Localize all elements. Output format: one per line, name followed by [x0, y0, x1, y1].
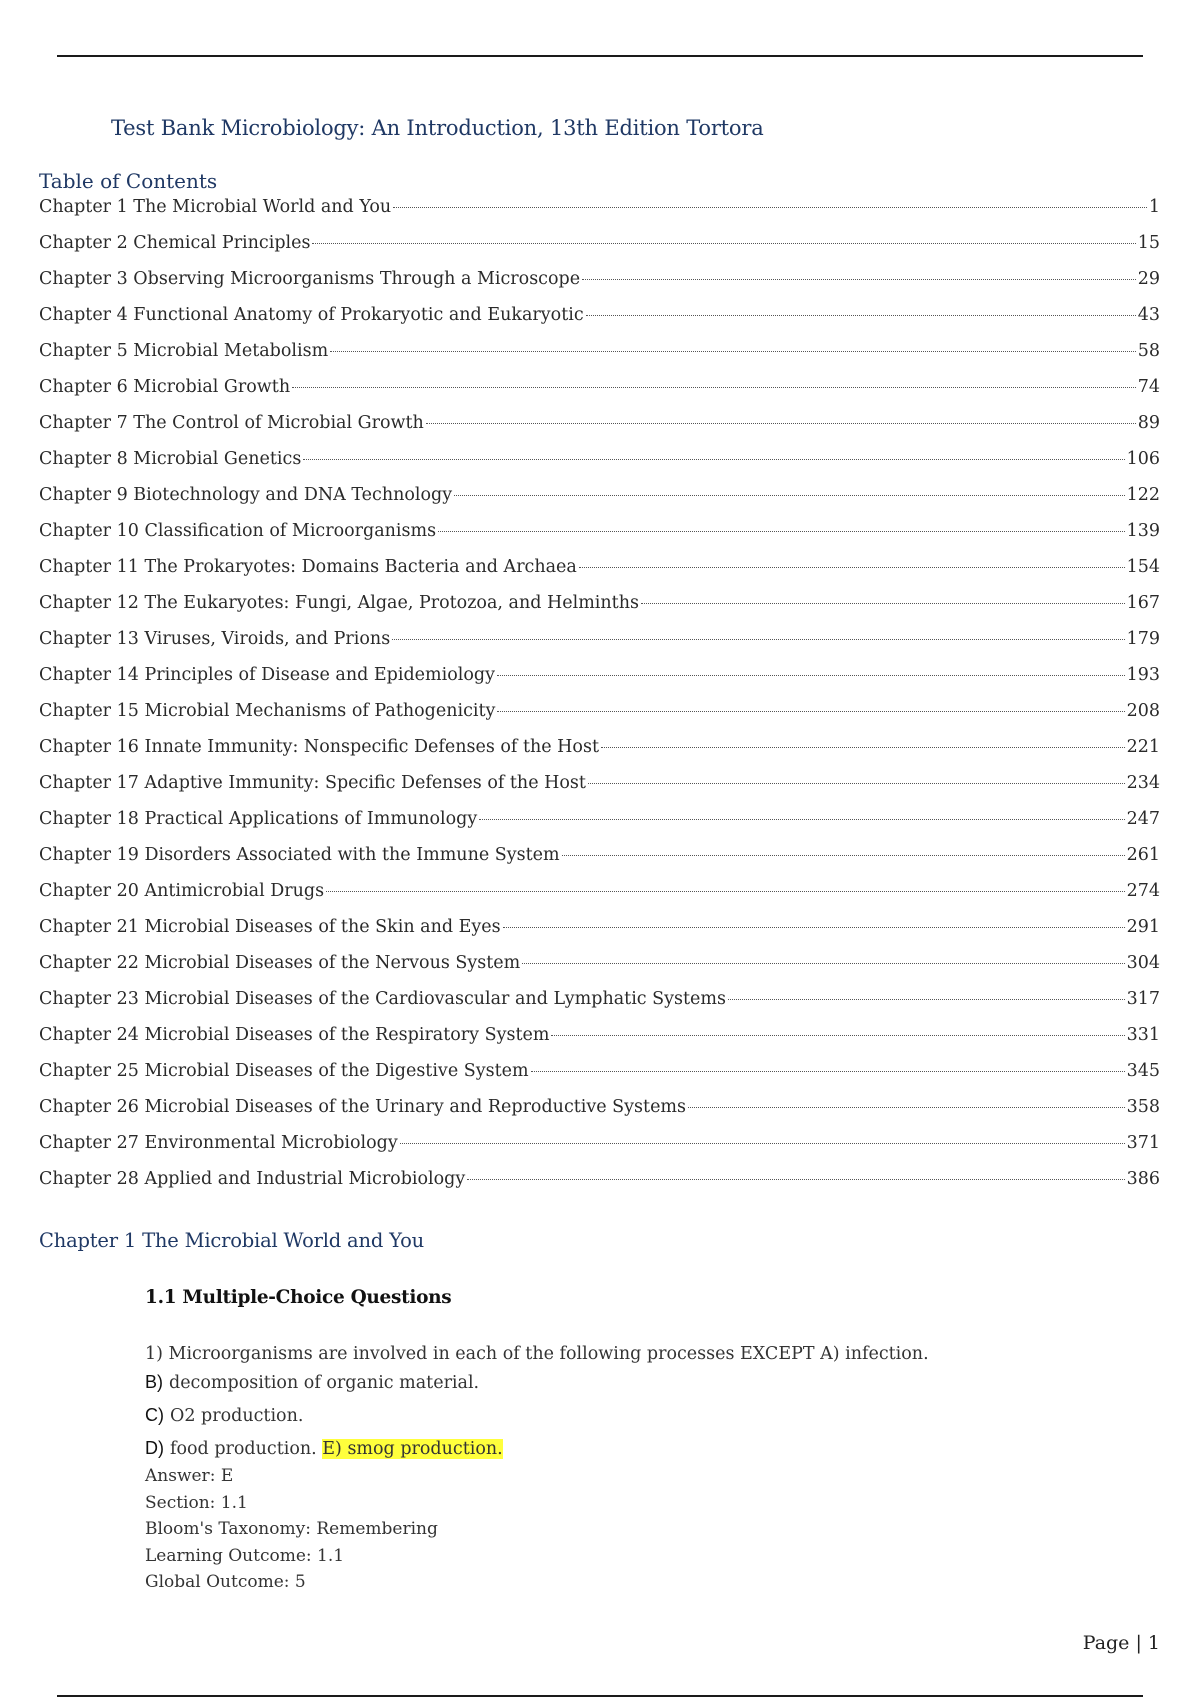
- meta-line: Answer: E: [145, 1466, 234, 1486]
- toc-entry-page: 358: [1126, 1097, 1160, 1117]
- toc-entry-page: 304: [1126, 953, 1160, 973]
- toc-entry-title: Chapter 22 Microbial Diseases of the Nervous System: [39, 953, 521, 973]
- toc-leader-dots: [641, 603, 1125, 604]
- toc-entry-title: Chapter 2 Chemical Principles: [39, 233, 311, 253]
- toc-entry-title: Chapter 6 Microbial Growth: [39, 377, 291, 397]
- toc-entry-title: Chapter 21 Microbial Diseases of the Skin and Eyes: [39, 917, 501, 937]
- toc-entry-title: Chapter 28 Applied and Industrial Microbiology: [39, 1169, 466, 1189]
- toc-leader-dots: [531, 1071, 1125, 1072]
- toc-leader-dots: [438, 531, 1125, 532]
- option-c-text: O2 production.: [170, 1406, 304, 1426]
- toc-leader-dots: [503, 927, 1125, 928]
- toc-entry-page: 58: [1137, 341, 1160, 361]
- toc-entry-page: 317: [1126, 989, 1160, 1009]
- toc-entry-page: 345: [1126, 1061, 1160, 1081]
- toc-entry[interactable]: [39, 1061, 1160, 1097]
- toc-leader-dots: [601, 747, 1125, 748]
- toc-entry-page: 208: [1126, 701, 1160, 721]
- toc-entry-page: 106: [1126, 449, 1160, 469]
- toc-entry-page: 234: [1126, 773, 1160, 793]
- toc-entry-title: Chapter 16 Innate Immunity: Nonspecific Defenses of the Host: [39, 737, 599, 757]
- meta-line: Global Outcome: 5: [145, 1572, 306, 1592]
- toc-entry[interactable]: [39, 413, 1160, 449]
- meta-line: Bloom's Taxonomy: Remembering: [145, 1519, 438, 1539]
- toc-entry[interactable]: [39, 953, 1160, 989]
- toc-entry[interactable]: [39, 737, 1160, 773]
- toc-leader-dots: [303, 459, 1124, 460]
- toc-entry[interactable]: [39, 593, 1160, 629]
- table-of-contents: [39, 197, 1160, 1205]
- document-title: Test Bank Microbiology: An Introduction, 13th Edition Tortora: [111, 116, 764, 140]
- top-rule: [57, 55, 1143, 57]
- toc-entry-page: 74: [1137, 377, 1160, 397]
- toc-entry-title: Chapter 17 Adaptive Immunity: Specific Defenses of the Host: [39, 773, 586, 793]
- toc-entry-page: 331: [1126, 1025, 1160, 1045]
- toc-entry-page: 139: [1126, 521, 1160, 541]
- section-heading: 1.1 Multiple-Choice Questions: [145, 1287, 452, 1308]
- toc-leader-dots: [586, 315, 1136, 316]
- toc-entry-page: 29: [1137, 269, 1160, 289]
- toc-leader-dots: [312, 243, 1135, 244]
- option-d-text: food production.: [170, 1439, 317, 1459]
- toc-entry[interactable]: [39, 269, 1160, 305]
- toc-entry[interactable]: [39, 1097, 1160, 1133]
- toc-leader-dots: [497, 675, 1125, 676]
- question-metadata: [145, 1466, 438, 1599]
- toc-entry-title: Chapter 26 Microbial Diseases of the Urinary and Reproductive Systems: [39, 1097, 686, 1117]
- toc-entry-page: 371: [1126, 1133, 1160, 1153]
- toc-entry-title: Chapter 1 The Microbial World and You: [39, 197, 392, 217]
- toc-leader-dots: [426, 423, 1136, 424]
- toc-entry[interactable]: [39, 845, 1160, 881]
- toc-leader-dots: [688, 1107, 1125, 1108]
- toc-entry-title: Chapter 18 Practical Applications of Immunology: [39, 809, 478, 829]
- toc-entry-title: Chapter 15 Microbial Mechanisms of Pathogenicity: [39, 701, 496, 721]
- toc-entry[interactable]: [39, 989, 1160, 1025]
- toc-leader-dots: [728, 999, 1125, 1000]
- toc-entry-title: Chapter 24 Microbial Diseases of the Respiratory System: [39, 1025, 550, 1045]
- bottom-rule: [57, 1695, 1143, 1697]
- toc-entry-title: Chapter 12 The Eukaryotes: Fungi, Algae, Protozoa, and Helminths: [39, 593, 639, 613]
- option-e-highlighted: E) smog production.: [322, 1439, 503, 1459]
- toc-leader-dots: [479, 819, 1124, 820]
- toc-leader-dots: [551, 1035, 1124, 1036]
- meta-line: Section: 1.1: [145, 1492, 248, 1513]
- toc-entry[interactable]: [39, 701, 1160, 737]
- toc-entry-page: 89: [1137, 413, 1160, 433]
- toc-entry[interactable]: [39, 377, 1160, 413]
- toc-entry[interactable]: [39, 809, 1160, 845]
- toc-entry-title: Chapter 3 Observing Microorganisms Through a Microscope: [39, 269, 581, 289]
- page-number: Page | 1: [1082, 1632, 1160, 1654]
- option-c-letter: C): [145, 1405, 164, 1425]
- option-c: [145, 1405, 929, 1438]
- toc-leader-dots: [522, 963, 1124, 964]
- toc-entry-title: Chapter 27 Environmental Microbiology: [39, 1133, 398, 1153]
- toc-entry[interactable]: [39, 341, 1160, 377]
- meta-line: Learning Outcome: 1.1: [145, 1545, 345, 1566]
- toc-entry-title: Chapter 13 Viruses, Viroids, and Prions: [39, 629, 391, 649]
- toc-leader-dots: [454, 495, 1124, 496]
- toc-entry[interactable]: [39, 521, 1160, 557]
- toc-heading: Table of Contents: [39, 169, 218, 193]
- option-b-text: decomposition of organic material.: [169, 1373, 480, 1393]
- toc-entry-title: Chapter 14 Principles of Disease and Epidemiology: [39, 665, 495, 685]
- toc-leader-dots: [400, 1143, 1125, 1144]
- toc-entry[interactable]: [39, 557, 1160, 593]
- toc-leader-dots: [393, 207, 1147, 208]
- toc-entry-title: Chapter 5 Microbial Metabolism: [39, 341, 329, 361]
- toc-entry-page: 291: [1126, 917, 1160, 937]
- toc-entry-page: 261: [1126, 845, 1160, 865]
- toc-leader-dots: [582, 279, 1136, 280]
- toc-leader-dots: [497, 711, 1124, 712]
- toc-entry[interactable]: [39, 305, 1160, 341]
- option-d-letter: D): [145, 1438, 164, 1458]
- toc-entry-page: 274: [1126, 881, 1160, 901]
- toc-entry-title: Chapter 19 Disorders Associated with the Immune System: [39, 845, 560, 865]
- toc-entry[interactable]: [39, 881, 1160, 917]
- toc-entry-page: 179: [1126, 629, 1160, 649]
- toc-entry-title: Chapter 8 Microbial Genetics: [39, 449, 302, 469]
- toc-entry[interactable]: [39, 233, 1160, 269]
- toc-entry-page: 122: [1126, 485, 1160, 505]
- toc-entry[interactable]: [39, 1025, 1160, 1061]
- toc-entry-title: Chapter 10 Classification of Microorganisms: [39, 521, 437, 541]
- toc-entry-title: Chapter 20 Antimicrobial Drugs: [39, 881, 325, 901]
- toc-entry-title: Chapter 11 The Prokaryotes: Domains Bacteria and Archaea: [39, 557, 577, 577]
- toc-entry-title: Chapter 7 The Control of Microbial Growth: [39, 413, 424, 433]
- toc-entry-page: 43: [1137, 305, 1160, 325]
- toc-entry[interactable]: [39, 485, 1160, 521]
- toc-leader-dots: [326, 891, 1124, 892]
- toc-entry[interactable]: [39, 197, 1160, 233]
- toc-entry-title: Chapter 25 Microbial Diseases of the Digestive System: [39, 1061, 529, 1081]
- toc-leader-dots: [588, 783, 1125, 784]
- toc-entry-page: 193: [1126, 665, 1160, 685]
- toc-entry[interactable]: [39, 629, 1160, 665]
- toc-leader-dots: [292, 387, 1136, 388]
- toc-leader-dots: [562, 855, 1125, 856]
- toc-entry-page: 154: [1126, 557, 1160, 577]
- chapter-heading: Chapter 1 The Microbial World and You: [39, 1229, 424, 1252]
- toc-leader-dots: [467, 1179, 1124, 1180]
- question-block: [145, 1344, 929, 1471]
- option-b-letter: B): [145, 1372, 163, 1392]
- toc-entry-page: 247: [1126, 809, 1160, 829]
- question-stem: 1) Microorganisms are involved in each of the following processes EXCEPT A) infection.: [145, 1344, 929, 1364]
- toc-entry-title: Chapter 4 Functional Anatomy of Prokaryotic and Eukaryotic: [39, 305, 584, 325]
- toc-entry[interactable]: [39, 449, 1160, 485]
- toc-entry-page: 15: [1137, 233, 1160, 253]
- toc-entry[interactable]: [39, 1169, 1160, 1205]
- toc-entry[interactable]: [39, 773, 1160, 809]
- toc-leader-dots: [392, 639, 1124, 640]
- toc-entry[interactable]: [39, 1133, 1160, 1169]
- option-b: [145, 1372, 929, 1405]
- toc-entry[interactable]: [39, 665, 1160, 701]
- toc-entry-page: 386: [1126, 1169, 1160, 1189]
- toc-entry-page: 221: [1126, 737, 1160, 757]
- toc-entry-page: 167: [1126, 593, 1160, 613]
- toc-entry[interactable]: [39, 917, 1160, 953]
- toc-entry-title: Chapter 23 Microbial Diseases of the Cardiovascular and Lymphatic Systems: [39, 989, 726, 1009]
- toc-entry-title: Chapter 9 Biotechnology and DNA Technology: [39, 485, 453, 505]
- toc-entry-page: 1: [1148, 197, 1160, 217]
- toc-leader-dots: [579, 567, 1125, 568]
- toc-leader-dots: [330, 351, 1136, 352]
